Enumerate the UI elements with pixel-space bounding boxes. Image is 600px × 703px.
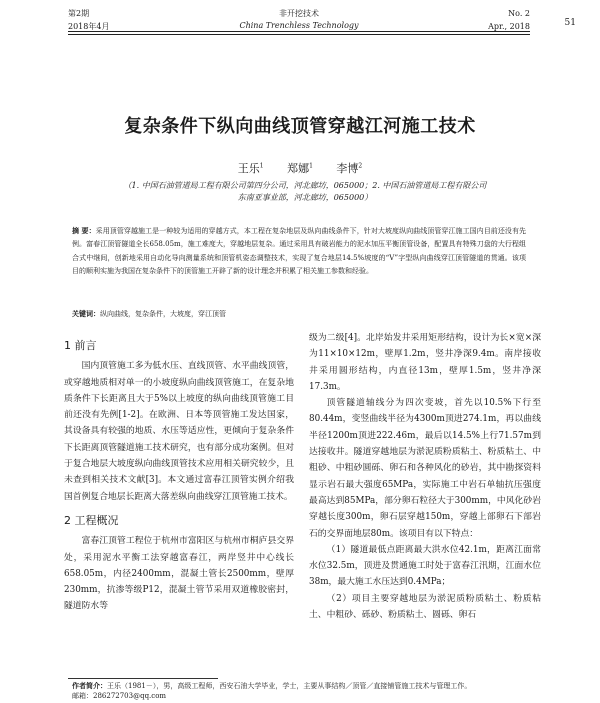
page-number: 51 <box>564 18 576 28</box>
author-footnote: 作者简介：王乐（1981－），男，高级工程师，西安石油大学毕业，学士，主要从事结构／顶管／直接铺管施工技术与管理工作。 邮箱：286272703@qq.com <box>72 682 472 700</box>
abstract-label: 摘 要： <box>72 227 96 235</box>
body-column-right <box>309 330 541 623</box>
footnote-rule <box>68 678 218 679</box>
body-column-left <box>64 330 294 615</box>
paragraph: 级为二级[4]。北岸始发井采用矩形结构，设计为长×宽×深为11×10×12m，壁厚1.2m，竖井净深9.4m。南岸接收井采用圆形结构，内直径13m，壁厚1.5m，竖井净深17.3m。 <box>309 333 541 392</box>
section-heading-intro: 1 前言 <box>64 339 97 352</box>
keywords-label: 关键词： <box>72 310 100 318</box>
running-header <box>68 8 576 32</box>
abstract <box>72 225 526 279</box>
list-item: （1）隧道最低点距离最大洪水位42.1m，距离江面常水位32.5m，顶进及贯通施工时处于富春江汛期，江面水位38m，最大施工水压达到0.4MPa； <box>309 544 541 588</box>
paragraph: 国内顶管施工多为低水压、直线顶管、水平曲线顶管，或穿越地质相对单一的小坡度纵向曲线顶管施工，在复杂地质条件下长距离且大于5%以上坡度的纵向曲线顶管施工目前还没有先例[1-2]。在欧洲、日本等顶管施工发达国家，其设备具有较强的地质、水压等适应性，更倾向于复杂条件下长距离顶管隧道施工技术研究，也有部分成功案例。但对于复合地层大坡度纵向曲线顶管技术应用相关研究较少，且未查到相关技术文献[3]。本文通过富春江顶管实例介绍我国首例复合地层长距离大落差纵向曲线穿江顶管施工技术。 <box>64 361 294 502</box>
date-cn: 2018年4月 <box>68 22 110 31</box>
issue-cn: 第2期 <box>68 9 90 18</box>
journal-name-cn: 非开挖技术 <box>279 9 319 18</box>
issue-en: No. 2 <box>508 9 530 18</box>
abstract-text: 采用顶管穿越施工是一种较为适用的穿越方式，本工程在复杂地层及纵向曲线条件下，针对大坡度纵向曲线顶管穿江施工国内目前还没有先例。富春江顶管隧道全长658.05m，施工难度大，穿越地层复杂。通过采用具有破岩能力的泥水加压平衡顶管设备，配置具有特殊刀盘的大行程组合式中继间，创新地采用自动化导向测量系统和顶管机姿态调整技术，实现了复合地层14.5%坡度的“V”字型纵向曲线穿江顶管隧道的贯通。该项目的顺利实施为我国在复杂条件下的顶管施工开辟了新的设计理念并积累了相关施工参数和经验。 <box>72 227 527 276</box>
journal-name-en: China Trenchless Technology <box>239 21 359 30</box>
date-en: Apr., 2018 <box>488 22 530 31</box>
keywords-text: 纵向曲线，复杂条件，大坡度，穿江顶管 <box>100 310 226 318</box>
author: 郑娜$^1$ <box>287 162 313 175</box>
paragraph: 顶管隧道轴线分为四次变坡，首先以10.5%下行至80.44m，变竖曲线半径为4300m顶进274.1m，再以曲线半径1200m顶进222.46m，最后以14.5%上行71.57m到达接收井。隧道穿越地层为淤泥质粉质粘土、粉质粘土、中粗砂、中粗砂圆砾、卵石和各种风化的砂岩，其中勘探资料显示岩石最大强度65MPa，实际施工中岩石单轴抗压强度最高达到85MPa，部分卵石粒径大于300mm，中风化砂岩穿越长度300m，卵石层穿越150m，穿越上部卵石下部岩石的交界面地层80m。该项目有以下特点： <box>309 398 541 539</box>
header-rule-thin <box>68 34 530 35</box>
list-item: （2）项目主要穿越地层为淤泥质粉质粘土、粉质粘土、中粗砂、砾砂、粉质粘土、圆砾、卵石 <box>309 593 541 621</box>
paper-title: 复杂条件下纵向曲线顶管穿越江河施工技术 <box>124 116 476 137</box>
author-email: 286272703@qq.com <box>93 692 167 700</box>
keywords <box>72 309 526 319</box>
section-heading-overview: 2 工程概况 <box>64 513 119 527</box>
header-rule-thick <box>68 31 530 32</box>
paragraph: 富春江顶管工程位于杭州市富阳区与杭州市桐庐县交界处，采用泥水平衡工法穿越富春江，两岸竖井中心线长658.05m，内径2400mm，混凝土管长2500mm，壁厚230mm，抗渗等级P12，混凝土管节采用双道橡胶密封，隧道防水等 <box>64 536 294 612</box>
author-list <box>0 160 600 176</box>
affiliations: （1. 中国石油管道局工程有限公司第四分公司，河北廊坊，065000；2. 中国石油管道局工程有限公司 东南亚事业部，河北廊坊，065000） <box>123 181 487 202</box>
author: 王乐$^1$ <box>237 162 264 175</box>
author: 李博$^2$ <box>336 162 363 175</box>
